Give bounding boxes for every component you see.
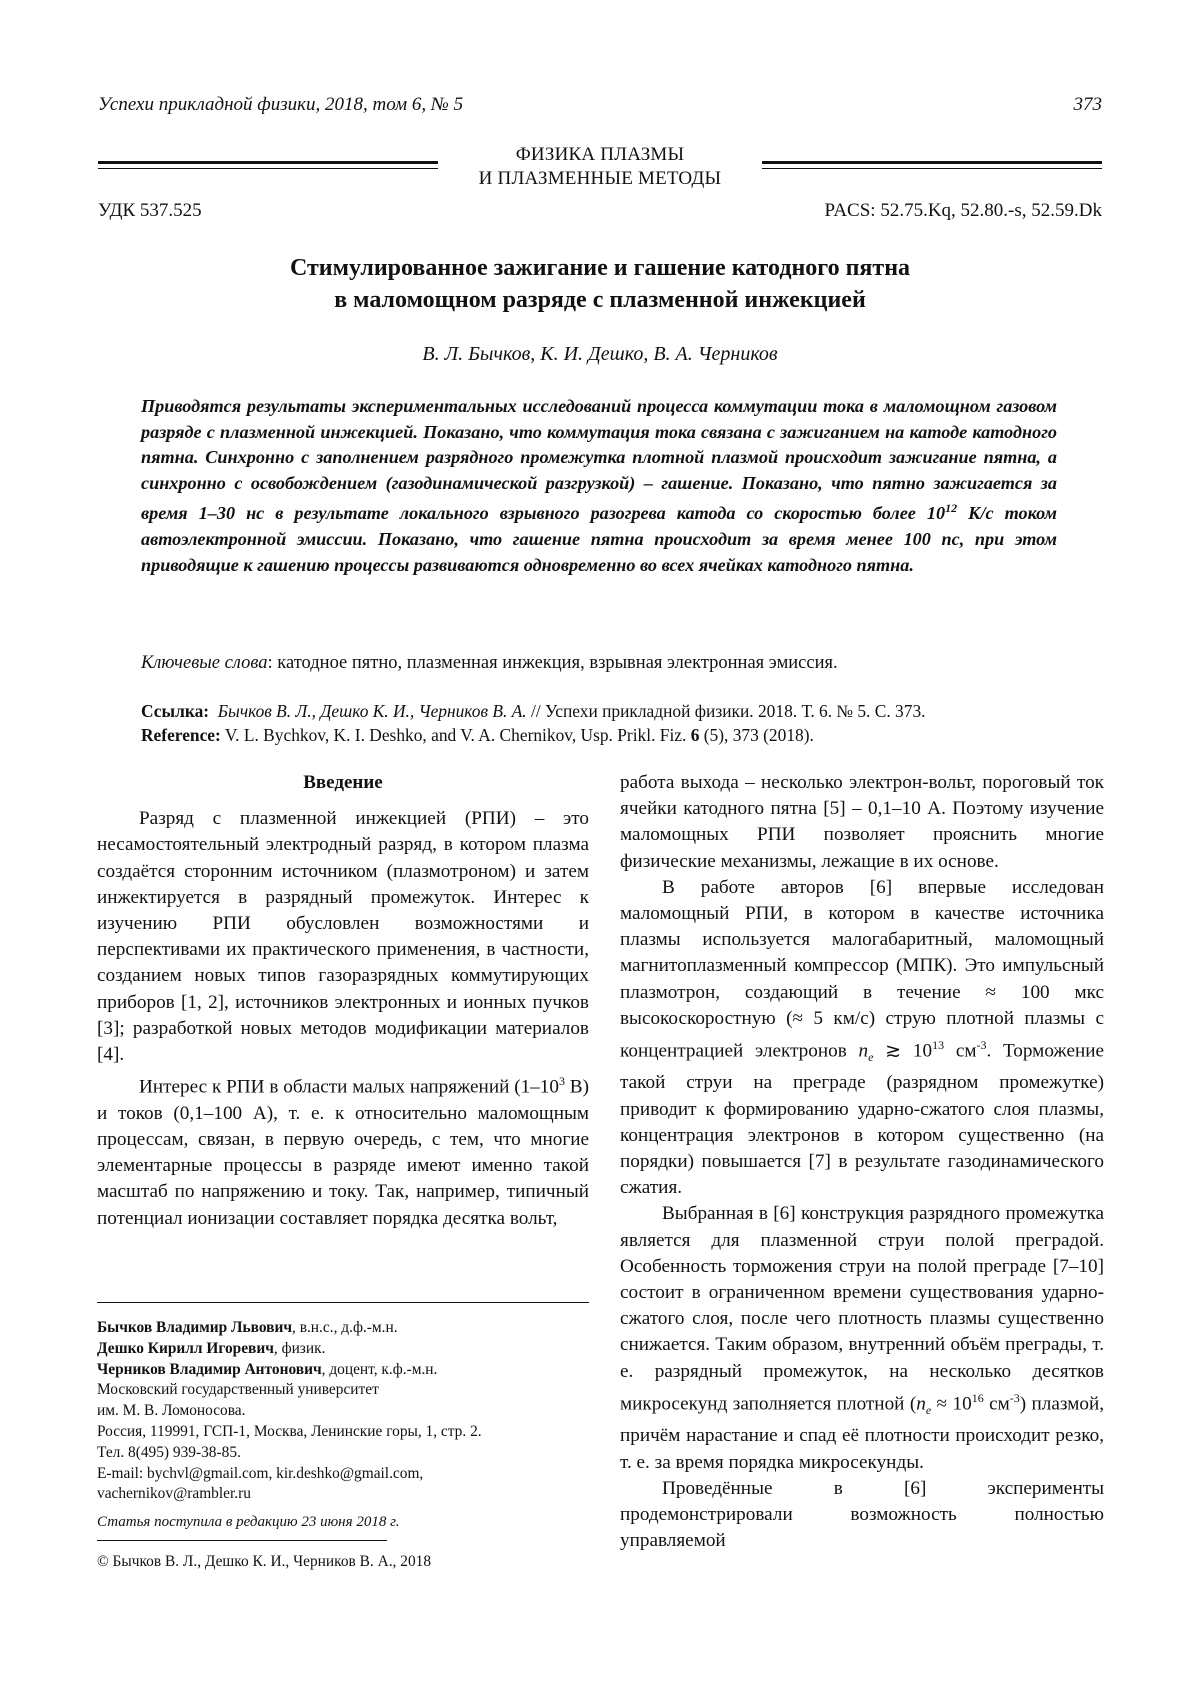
right-paragraph-3 (620, 1201, 1104, 1475)
right-p2-c: см (944, 1040, 976, 1061)
affiliation-block (97, 1318, 589, 1505)
citation (141, 699, 1057, 747)
keywords-text: : катодное пятно, плазменная инжекция, взрывная электронная эмиссия. (268, 653, 838, 673)
affil-author-1-name: Бычков Владимир Львович (97, 1319, 292, 1336)
affil-author-3-name: Черников Владимир Антонович (97, 1361, 322, 1378)
affil-address: Россия, 119991, ГСП-1, Москва, Ленинские горы, 1, стр. 2. (97, 1422, 589, 1443)
paper-title-line2: в маломощном разряде с плазменной инжекцией (0, 284, 1200, 316)
affil-email-2: vachernikov@rambler.ru (97, 1484, 589, 1505)
page-number: 373 (1074, 94, 1103, 116)
journal-header: Успехи прикладной физики, 2018, том 6, № 5 (98, 94, 463, 116)
right-p2-b: ≳ 10 (873, 1040, 932, 1061)
right-p3-ne: n (916, 1393, 926, 1414)
citation-en-volume: 6 (691, 725, 700, 745)
right-paragraph-1: работа выхода – несколько электрон-вольт, пороговый ток ячейки катодного пятна [5] – 0,1–10 А. Поэтому изучение маломощных РПИ позволяет прояснить многие физические механизмы, лежащие в их основе. (620, 770, 1104, 875)
pacs-code: PACS: 52.75.Kq, 52.80.-s, 52.59.Dk (825, 200, 1102, 222)
abstract-text-1: Приводятся результаты экспериментальных исследований процесса коммутации тока в маломощном газовом разряде с плазменной инжекцией. Показано, что коммутация тока связана с зажиганием на катоде катодного пятна. Синхронно с заполнением разрядного промежутка плотной плазмой происходит зажигание пятна, а синхронно с освобождением (газодинамической разгрузкой) – гашение. Показано, что пятно зажигается за время 1–30 нс в результате локального взрывного разогрева катода со скоростью более 10 (141, 396, 1057, 523)
intro-paragraph-1: Разряд с плазменной инжекцией (РПИ) – это несамостоятельный электродный разряд, в котором плазма создаётся сторонним источником (плазмотроном) и затем инжектируется в разрядный промежуток. Интерес к изучению РПИ обусловлен возможностями и перспективами их практического применения, в частности, созданием новых типов газоразрядных коммутирующих приборов [1, 2], источников электронных и ионных пучков [3]; разработкой новых методов модификации материалов [4]. (97, 806, 589, 1068)
citation-en-text2: (5), 373 (2018). (699, 725, 813, 745)
intro-p2-b: В) и токов (0,1–100 А), т. е. к относительно маломощным процессам, связан, в первую очередь, с тем, что многие элементарные процессы в разряде имеют именно такой масштаб по напряжению и току. Так, например, типичный потенциал ионизации составляет порядка десятка вольт, (97, 1077, 589, 1229)
intro-p2-a: Интерес к РПИ в области малых напряжений (1–10 (139, 1077, 559, 1098)
citation-en (141, 723, 1057, 747)
authors: В. Л. Бычков, К. И. Дешко, В. А. Черников (0, 343, 1200, 366)
right-p2-d: . Торможение такой струи на преграде (разрядном промежутке) приводит к формированию ударно-сжатого слоя плазмы, концентрация электронов в котором существенно (на порядки) повышается [7] в результате газодинамического сжатия. (620, 1040, 1104, 1198)
footnote-rule (97, 1302, 589, 1303)
paper-title (0, 252, 1200, 316)
affil-email-1: E-mail: bychvl@gmail.com, kir.deshko@gmail.com, (97, 1464, 589, 1485)
right-paragraph-2 (620, 875, 1104, 1202)
affil-author-2 (97, 1339, 589, 1360)
citation-ru-rest: // Успехи прикладной физики. 2018. Т. 6. № 5. С. 373. (527, 701, 926, 721)
right-p3-sub: e (926, 1403, 931, 1417)
right-p3-sup2: -3 (1010, 1391, 1020, 1405)
affil-author-3-role: , доцент, к.ф.-м.н. (322, 1361, 438, 1378)
right-p3-c: см (984, 1393, 1010, 1414)
section-title-line2: И ПЛАЗМЕННЫЕ МЕТОДЫ (0, 167, 1200, 191)
paper-title-line1: Стимулированное зажигание и гашение катодного пятна (0, 252, 1200, 284)
affil-author-3 (97, 1360, 589, 1381)
intro-heading: Введение (97, 770, 589, 796)
affil-org-2: им. М. В. Ломоносова. (97, 1401, 589, 1422)
citation-en-text1: V. L. Bychkov, K. I. Deshko, and V. A. Chernikov, Usp. Prikl. Fiz. (221, 725, 691, 745)
abstract-text-2: К/с током автоэлектронной эмиссии. Показано, что гашение пятна происходит за время менее 100 пс, при этом приводящие к гашению процессы развиваются одновременно во всех ячейках катодного пятна. (141, 503, 1057, 574)
citation-ru (141, 699, 1057, 723)
affil-author-1 (97, 1318, 589, 1339)
affil-phone: Тел. 8(495) 939-38-85. (97, 1443, 589, 1464)
right-column (620, 770, 1104, 1554)
right-p2-sup2: -3 (977, 1038, 987, 1052)
affil-author-2-role: , физик. (274, 1340, 326, 1357)
right-p2-sup1: 13 (932, 1038, 944, 1052)
right-p2-sub: e (868, 1050, 873, 1064)
right-p3-b: ≈ 10 (931, 1393, 972, 1414)
keywords (141, 651, 1057, 675)
left-column (97, 770, 589, 1232)
right-p3-a: Выбранная в [6] конструкция разрядного промежутка является для плазменной струи полой преградой. Особенность торможения струи на полой преграде [7–10] состоит в ограниченном времени существования ударно-сжатого слоя, после чего плотность плазмы существенно снижается. Таким образом, внутренний объём преграды, т. е. разрядный промежуток, на несколько десятков микросекунд заполняется плотной ( (620, 1203, 1104, 1414)
received-rule (97, 1540, 387, 1541)
affil-author-1-role: , в.н.с., д.ф.-м.н. (292, 1319, 398, 1336)
abstract-sup: 12 (945, 501, 957, 515)
citation-ru-label: Ссылка: (141, 701, 209, 721)
section-title-line1: ФИЗИКА ПЛАЗМЫ (0, 143, 1200, 167)
received-date: Статья поступила в редакцию 23 июня 2018 г. (97, 1514, 399, 1531)
copyright: © Бычков В. Л., Дешко К. И., Черников В. А., 2018 (97, 1553, 431, 1571)
citation-en-label: Reference: (141, 725, 221, 745)
abstract (141, 394, 1057, 578)
right-paragraph-4: Проведённые в [6] эксперименты продемонстрировали возможность полностью управляемой (620, 1476, 1104, 1555)
affil-org-1: Московский государственный университет (97, 1380, 589, 1401)
affil-author-2-name: Дешко Кирилл Игоревич (97, 1340, 274, 1357)
intro-paragraph-2 (97, 1068, 589, 1232)
right-p3-sup1: 16 (972, 1391, 984, 1405)
keywords-label: Ключевые слова (141, 653, 268, 673)
intro-p2-sup: 3 (559, 1074, 565, 1088)
right-p3-d: ) плазмой, причём нарастание и спад её плотности происходит резко, т. е. за время порядка микросекунды. (620, 1393, 1104, 1472)
citation-ru-authors: Бычков В. Л., Дешко К. И., Черников В. А. (218, 701, 527, 721)
udk-code: УДК 537.525 (98, 200, 202, 222)
right-p2-a: В работе авторов [6] впервые исследован маломощный РПИ, в котором в качестве источника плазмы используется малогабаритный, маломощный магнитоплазменный компрессор (МПК). Это импульсный плазмотрон, создающий в течение ≈ 100 мкс высокоскоростную (≈ 5 км/с) струю плотной плазмы с концентрацией электронов (620, 877, 1104, 1062)
right-p2-ne: n (859, 1040, 869, 1061)
section-title (0, 143, 1200, 191)
